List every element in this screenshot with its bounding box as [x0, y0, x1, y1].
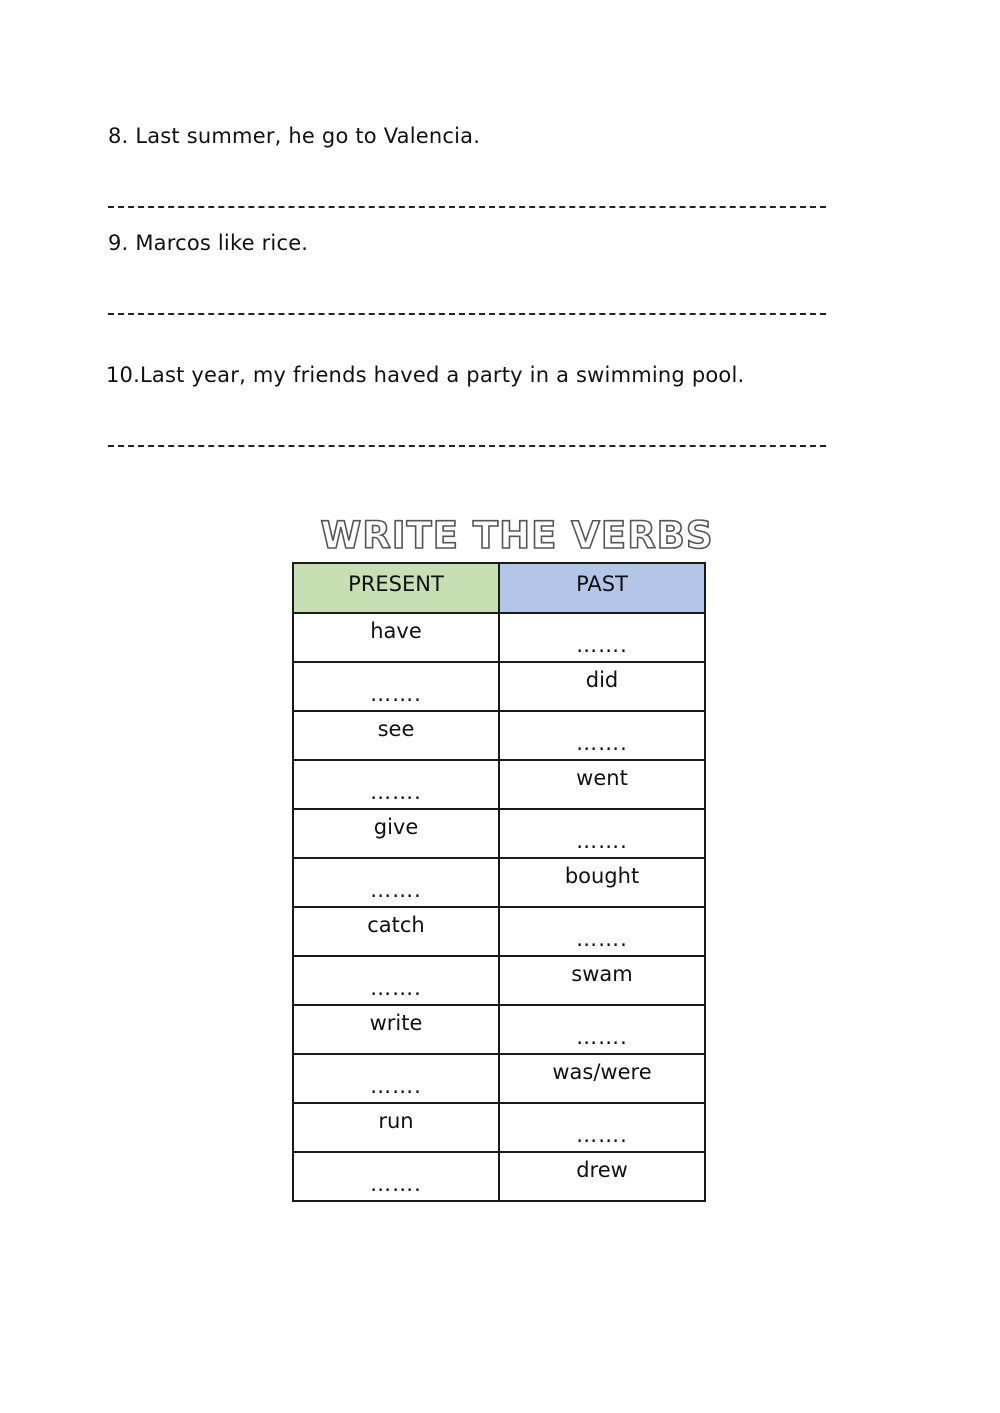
past-cell	[499, 956, 705, 1005]
present-verb: write	[369, 1011, 423, 1035]
verbs-table	[292, 562, 706, 1202]
question-number: 9.	[108, 231, 129, 255]
table-row	[293, 711, 705, 760]
past-cell[interactable]	[499, 1005, 705, 1054]
present-verb: catch	[367, 913, 425, 937]
past-cell	[499, 858, 705, 907]
past-verb: drew	[576, 1158, 628, 1182]
past-blank[interactable]: …….	[576, 1123, 628, 1147]
past-cell[interactable]	[499, 907, 705, 956]
table-row	[293, 613, 705, 662]
table-row	[293, 1152, 705, 1201]
table-row	[293, 1054, 705, 1103]
question-9	[108, 231, 308, 255]
past-blank[interactable]: …….	[576, 1025, 628, 1049]
past-cell	[499, 1152, 705, 1201]
present-cell[interactable]	[293, 662, 499, 711]
present-verb: see	[377, 717, 415, 741]
question-text: Last year, my friends haved a party in a swimming pool.	[140, 363, 745, 387]
present-verb: run	[378, 1109, 414, 1133]
question-number: 8.	[108, 124, 129, 148]
present-cell[interactable]	[293, 1054, 499, 1103]
past-cell[interactable]	[499, 613, 705, 662]
past-verb: was/were	[552, 1060, 652, 1084]
present-verb: have	[370, 619, 422, 643]
present-cell[interactable]	[293, 956, 499, 1005]
present-cell[interactable]	[293, 858, 499, 907]
answer-line-8[interactable]	[108, 206, 826, 208]
past-verb: bought	[564, 864, 640, 888]
past-column-header: PAST	[499, 563, 705, 613]
present-cell	[293, 613, 499, 662]
table-row	[293, 907, 705, 956]
past-blank[interactable]: …….	[576, 829, 628, 853]
table-row	[293, 858, 705, 907]
present-cell[interactable]	[293, 1152, 499, 1201]
present-blank[interactable]: …….	[370, 780, 422, 804]
question-text: Last summer, he go to Valencia.	[135, 124, 481, 148]
past-cell[interactable]	[499, 711, 705, 760]
past-blank[interactable]: …….	[576, 927, 628, 951]
past-verb: did	[585, 668, 619, 692]
present-blank[interactable]: …….	[370, 1172, 422, 1196]
table-row	[293, 1103, 705, 1152]
past-cell	[499, 1054, 705, 1103]
present-cell	[293, 907, 499, 956]
question-8	[108, 124, 480, 148]
past-cell	[499, 760, 705, 809]
present-cell[interactable]	[293, 760, 499, 809]
present-column-header: PRESENT	[293, 563, 499, 613]
present-verb: give	[373, 815, 419, 839]
present-cell	[293, 1103, 499, 1152]
question-text: Marcos like rice.	[135, 231, 309, 255]
table-row	[293, 760, 705, 809]
table-header-row	[293, 563, 705, 613]
past-blank[interactable]: …….	[576, 633, 628, 657]
table-row	[293, 956, 705, 1005]
question-10	[106, 363, 744, 387]
table-row	[293, 662, 705, 711]
present-cell	[293, 1005, 499, 1054]
past-blank[interactable]: …….	[576, 731, 628, 755]
answer-line-9[interactable]	[108, 313, 826, 315]
present-blank[interactable]: …….	[370, 878, 422, 902]
present-cell	[293, 809, 499, 858]
present-blank[interactable]: …….	[370, 682, 422, 706]
past-cell[interactable]	[499, 1103, 705, 1152]
table-row	[293, 809, 705, 858]
section-title: WRITE THE VERBS	[320, 514, 714, 557]
past-cell[interactable]	[499, 809, 705, 858]
past-verb: went	[576, 766, 628, 790]
past-cell	[499, 662, 705, 711]
question-number: 10.	[106, 363, 140, 387]
present-blank[interactable]: …….	[370, 976, 422, 1000]
present-cell	[293, 711, 499, 760]
present-blank[interactable]: …….	[370, 1074, 422, 1098]
past-verb: swam	[571, 962, 633, 986]
answer-line-10[interactable]	[108, 445, 826, 447]
table-row	[293, 1005, 705, 1054]
